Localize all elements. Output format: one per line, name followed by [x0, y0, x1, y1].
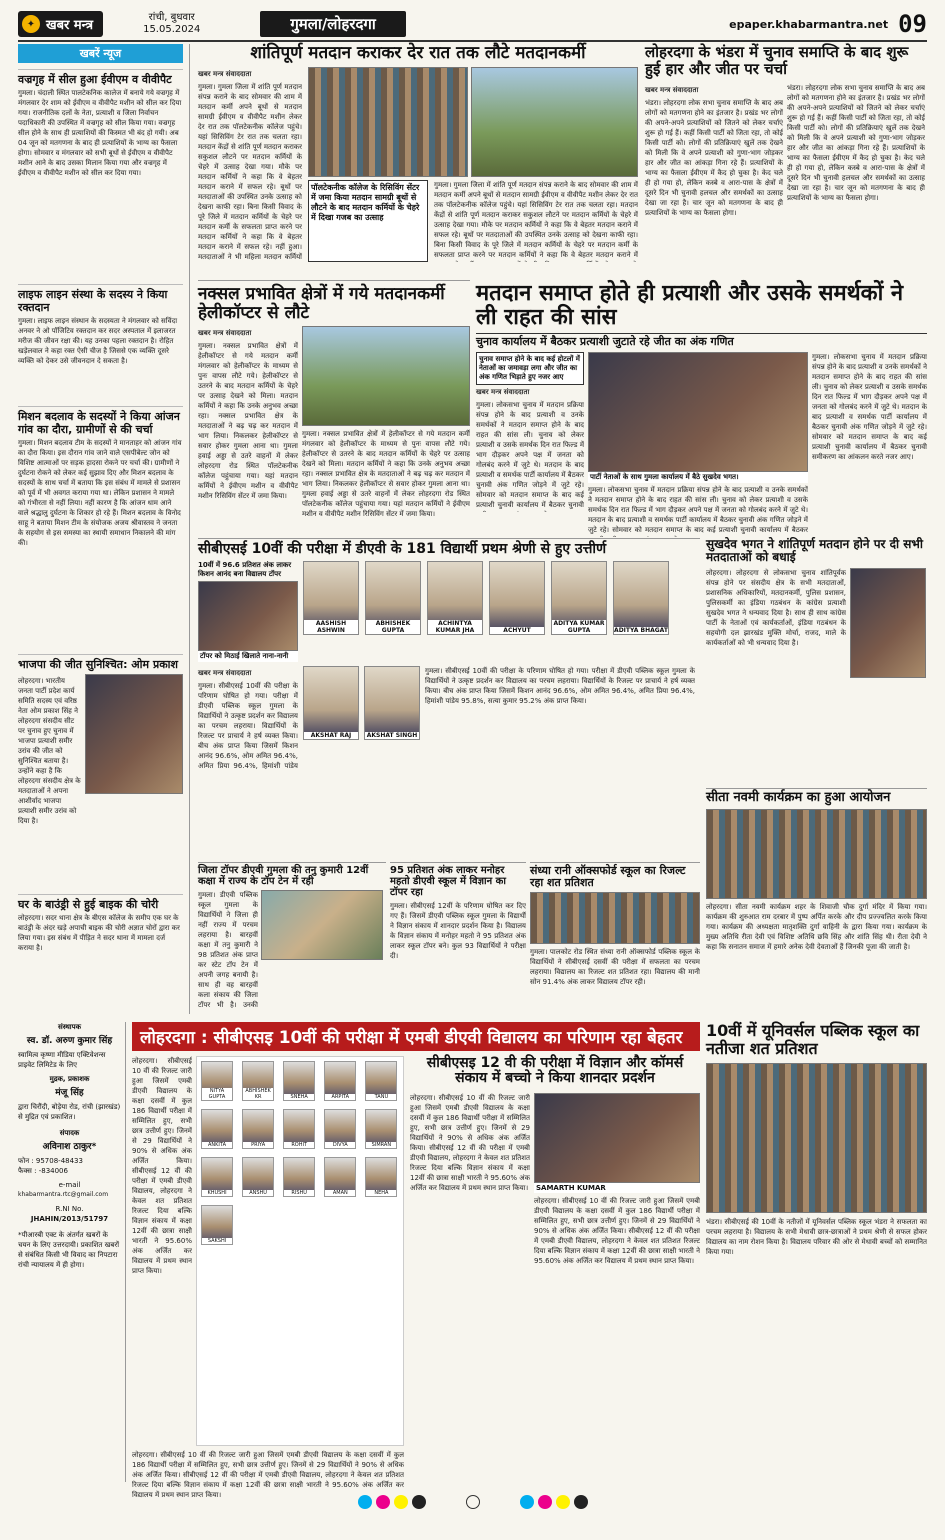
student-photo: PRIYA — [242, 1109, 274, 1149]
city-day: रांची, बुधवार — [148, 12, 195, 23]
article-sita-navami — [706, 788, 927, 1018]
section-tag: खबरें न्यूज — [18, 44, 183, 63]
article-tanu — [198, 862, 386, 1018]
epaper-url[interactable]: epaper.khabarmantra.net — [729, 17, 889, 31]
logo-text: खबर मन्त्र — [46, 18, 94, 33]
article-headline: सीबीएसई 10वीं की परीक्षा में डीएवी के 181 विद्यार्थी प्रथम श्रेणी से हुए उत्तीर्ण — [198, 541, 607, 557]
student-photo: DIVYA — [324, 1109, 356, 1149]
article-body: गुमला। लोकसभा चुनाव में मतदान प्रक्रिया संपन्न होने के बाद प्रत्याशी व उनके समर्थकों ने मतदान समाप्त होने के बाद राहत की सांस ली। चुनाव को लेकर प्रत्याशी व उसके समर्थक दिन रात फिल्ड में भाग दौड़कर अपने पक्ष में जनता को गोलबंद करने में जुटे थे। मतदान के बाद प्रत्याशी व समर्थक पार्टी कार्यालय में बैठकर चुनावी अंक गणित जोड़ने में जुटे रहे। सोमवार को मतदान समाप्त के बाद कई प्रत्याशी चुनावी कार्यालय में बैठकर चुनावी — [476, 401, 584, 510]
byline: खबर मन्त्र संवाददाता — [198, 329, 252, 338]
article-body-side: गुमला। लोकसभा चुनाव में मतदान प्रक्रिया संपन्न होने के बाद प्रत्याशी व उनके समर्थकों ने मतदान समाप्त होने के बाद राहत की सांस ली। चुनाव को लेकर प्रत्याशी व उसके समर्थक दिन रात फिल्ड में भाग दौड़कर अपने पक्ष में जनता को गोलबंद करने में जुटे थे। मतदान के बाद प्रत्याशी व समर्थक पार्टी कार्यालय में बैठकर चुनावी अंक गणित जोड़ने में जुटे रहे। सोमवार को मतदान समाप्त के बाद कई प्रत्याशी चुनावी कार्यालय में बैठकर चुनावी समीकरण का आंकलन करते नजर आए। — [812, 353, 927, 462]
imprint-box — [18, 1022, 126, 1482]
samarth-photo — [534, 1093, 700, 1183]
left-headline-1: वज्रगृह में सील हुआ ईवीएम व वीवीपैट — [18, 69, 183, 86]
student-photo: SNEHA — [283, 1061, 315, 1101]
student-photo: ACHYUT — [489, 561, 545, 635]
student-photo: ADITYA BHAGAT — [613, 561, 669, 635]
left-body-3: गुमला। मिशन बदलाव टीम के सदस्यों ने मानताहर को आंजन गांव का दौरा किया। इस दौरान गांव जाने वाले एसपीबेल्ट जोन को विशिष्ट आत्माओं पर सड़क हादसा रोकने पर चर्चा की। ग्रामीणों ने दुर्घटना रोकने को लेकर कई सुझाव दिए और मिशन बदलाव के सदस्यों के साथ चर्चा में बताया कि इस संबंध में मामले से प्रशासन को पूर्व में भी अवगत कराया गया था। लेकिन प्रशासन ने मामले को गंभीरता से नहीं लिया। नहीं कारण है कि आंजन धाम आने वाले श्रद्धालु दुर्घटना के शिकार हो रहे हैं। मिशन बदलाव के विनोद साहू ने बताया मिशन टीम के संयोजक अजय श्रीवास्तव ने जनता के सहयोग से इस समस्या का स्थायी समाधान निकालने की मांग की। — [18, 439, 182, 547]
student-photo: ROHIT — [283, 1109, 315, 1149]
article-sandhya-rani — [530, 862, 700, 1018]
imprint-text-1: स्वामित्व कृष्णा मीडिया एक्टिवेशन्स प्राइवेट लिमिटेड के लिए — [18, 1051, 106, 1069]
article-headline: जिला टॉपर डीएवी गुमला की तनु कुमारी 12वीं कक्षा में राज्य के टॉप टेन में रही — [198, 865, 369, 887]
color-bar — [358, 1495, 426, 1509]
editor-name: अविनाश ठाकुर* — [42, 1142, 97, 1152]
article-relief — [476, 282, 927, 534]
article-dav-cbse — [198, 538, 700, 858]
left-body-1: गुमला। चंदाली स्थित पालटेकनिक कालेज में बनाये गये वज्रगृह में मंगलवार देर शाम को ईवीएम व वीवीपैट मशीन को सील कर दिया गया। राजनीतिक दलों के नेता, प्रत्याशी व जिला निर्वाचन पदाधिकारी की उपस्थित में वज्रगृह को सील किया गया। वज्रगृह सील होने के साथ ही प्रत्याशियों की किस्मत भी बंद हो गयी। अब 04 जून को मतगणना के बाद ही प्रत्याशियों के भाग्य का फैसला होगा। सोमवार व मंगलवार को सभी बूथों से ईवीएम व वीवीपैट मशीन आने के बाद उसका मिलान किया गया और वज्रगृह में ईवीएम व वीवीपैट मशीन को सील कर दिया गया। — [18, 89, 182, 177]
founder-label: संस्थापक — [58, 1023, 81, 1031]
om-prakash-photo — [85, 674, 183, 794]
article-body: गुमला। पालकोट रोड स्थित संध्या रानी ऑक्सफोर्ड पब्लिक स्कूल के विद्यार्थियों ने सीबीएसई दसवीं की परीक्षा में सफलता का परचम लहराया। विद्यालय का रिजल्ट शत प्रतिशत रहा। विद्यालय की मानी सोन 91.4% अंक लाकर विद्यालय टॉपर रही। — [530, 948, 700, 987]
student-photo: ANSHU — [242, 1157, 274, 1197]
section-title: गुमला/लोहरदगा — [260, 11, 405, 37]
founder-name: स्व. डॉ. अरुण कुमार सिंह — [26, 1036, 113, 1046]
article-body: लोहरदगा। लोहरदगा से लोकसभा चुनाव शांतिपूर्वक संपन्न होने पर संसदीय क्षेत्र के सभी मतदाताओं, प्रशासनिक अधिकारियों, मतदानकर्मी, पुलिस प्रशासन, पुलिसकर्मी का इंडिया गठबंधन के कांग्रेस प्रत्याशी सुखदेव भगत ने धन्यवाद दिया है। साथ ही साथ कांग्रेस पार्टी के नेताओं एवं कार्यकर्ताओं, इंडिया गठबंधन के सहयोगी दल झारखंड मुक्ति मोर्चा, राजद, माले के कार्यकर्ताओं को भी धन्यवाद दिया है। — [706, 569, 846, 648]
student-photo: ACHINTYA KUMAR JHA — [427, 561, 483, 635]
student-grid — [303, 561, 698, 662]
byline: खबर मन्त्र संवाददाता — [645, 86, 699, 94]
article-body: गुमला। सीबीएसई 12वीं के परिणाम घोषित कर दिए गए हैं। जिसमें डीएवी पब्लिक स्कूल गुमला के विद्यार्थी ने विज्ञान संकाय में शानदार प्रदर्शन किया है। विद्यालय के विज्ञान संकाय में मनोहर महतो ने 95 प्रतिशत अंक लाकर स्कूल टॉपर बने। कुल 93 विद्यार्थियों ने परीक्षा दी। — [390, 902, 526, 960]
article-sukhdev — [706, 538, 927, 788]
article-body: भंडरा। लोहरदगा लोक सभा चुनाव समाप्ति के बाद अब लोगों को मतगणना होने का इंतजार है। प्रखंड भर लोगों की अपने-अपने प्रत्याशियों को जितने को लेकर चर्चाएं शुरू हो गई हैं। कहीं किसी पार्टी को जिता रहा, तो कोई किसी पार्टी को। लोगों की प्रतिक्रियाएं खुलें तक देखने को मिली कि वे अपने प्रत्याशी को गुणा-भाग जोड़कर हार और जीत का आंकड़ा गिना रहे हैं। प्रत्याशियों के भाग्य का फैसला ईवीएम में कैद हो चुका है। केद चले ही हो गया हो, लेकिन कस्बे व आरा-पास के क्षेत्रों में दूसरे दिन भी चुनावी हलचल और समर्थकों का उत्साह देखा जा रहा है। चार जून को मतगणना के बाद ही प्रत्याशियों के भाग्य का फैसला होगा। — [645, 99, 783, 217]
student-photo: ADITYA KUMAR GUPTA — [551, 561, 607, 635]
student-photo: ABHISHEK KR — [242, 1061, 274, 1101]
left-body-5: लोहरदगा। सदर थाना क्षेत्र के बीएस कॉलेज के समीप एक घर के बाउंड्री के अंदर खड़े अपाची बाइक की चोरी अज्ञात चोरों द्वारा कर लिया गया। इस संबंध में पीड़ित ने सदर थाना में मामला दर्ज कराया है। — [18, 914, 180, 952]
article-headline: 10वीं में यूनिवर्सल पब्लिक स्कूल का नतीजा शत प्रतिशत — [706, 1021, 920, 1058]
student-photo: NITYA GUPTA — [201, 1061, 233, 1101]
article-body: गुमला। डीएवी पब्लिक स्कूल गुमला के विद्यार्थियों ने जिला ही नहीं राज्य में परचम लहराया है। बारहवीं कक्षा में तनु कुमारी ने 98 प्रतिशत अंक प्राप्त कर स्टेट टॉप टेन में अपनी जगह बनायी है। साथ ही वह बारहवीं कला संकाय की जिला टॉपर भी है। उनकी — [198, 891, 258, 1009]
imprint-text-2: द्वारा चिरौंदी, बोड़ेया रोड, रांची (झारखंड) से मुद्रित एवं प्रकाशित। — [18, 1103, 121, 1121]
byline: खबर मन्त्र संवाददाता — [198, 669, 252, 678]
byline: खबर मन्त्र संवाददाता — [476, 388, 530, 397]
article-bhandra-discussion — [645, 44, 927, 274]
left-headline-5: घर के बाउंड्री से हुई बाइक की चोरी — [18, 894, 183, 911]
article-body: गुमला। गुमला जिला में शांति पूर्ण मतदान संपन्न कराने के बाद सोमवार की शाम में मतदान कर्मी अपने बूथों से मतदान सामग्री ईवीएम व वीवीपैट मशीन लेकर देर रात तक पॉलटेकनीक कॉलेज पहुंचे। यहां सिसिविंग टेर रात तक चलता रहा। मतदान केंद्रों से शांति पूर्ण मतदान कराकर सकुशल लौटने पर मतदान कर्मियों के चेहरे में उत्साह देखा गया। मौके पर मतदान कर्मियों ने कहा कि वे बेहतर मतदान कराने में सफल रहे। बूथों पर मतदाताओं की उपस्थित उनके उत्साह को देखना काफी रहा। बिना किसी विवाद के पूरे जिले में मतदान कर्मियों के चेहरे पर मतदान कर्मी के सफलता प्राप्त करने पर मतदान कर्मियों ने कहा कि वे बेहतर मतदान कराने में सफल रहे। नहीं हुआ। मतदाताओं ने भी महिला मतदान कर्मियों — [198, 82, 302, 261]
topper-photo — [198, 581, 298, 651]
article-body-cont: भंडरा। लोहरदगा लोक सभा चुनाव समाप्ति के बाद अब लोगों को मतगणना होने का इंतजार है। प्रखंड भर लोगों की अपने-अपने प्रत्याशियों को जितने को लेकर चर्चाएं शुरू हो गई हैं। कहीं किसी पार्टी को जिता रहा, तो कोई किसी पार्टी को। लोगों की प्रतिक्रियाएं खुलें तक देखने को मिली कि वे अपने प्रत्याशी को गुणा-भाग जोड़कर हार और जीत का आंकड़ा गिना रहे हैं। प्रत्याशियों के भाग्य का फैसला ईवीएम में कैद हो चुका है। केद चले ही हो गया हो, लेकिन कस्बे व आरा-पास के क्षेत्रों में दूसरे दिन भी चुनावी हलचल और समर्थकों का उत्साह देखा जा रहा है। चार जून को मतगणना के बाद ही प्रत्याशियों के भाग्य का फैसला होगा। — [787, 84, 925, 202]
byline: खबर मन्त्र संवाददाता — [198, 69, 252, 78]
article-body-cont: गुमला। नक्सल प्रभावित क्षेत्रों में हेलीकॉप्टर से गये मतदान कर्मी मंगलवार को हेलीकॉप्टर के माध्यम से पुनः वापस लौटे गये। हेलीकॉप्टर से उतरने के बाद मतदान कर्मियों के चेहरे पर उत्साह देखने को मिला। मतदान कर्मियों ने कहा कि उनके अनुभव अच्छा रहा। नक्सल प्रभावित क्षेत्र के मतदाताओं ने बढ़ चढ़ कर मतदान में भाग लिया। निकलकर हेलीकॉप्टर से सवार होकर गुमला आना था। गुमला हवाई अड्डा से उतरे वाहनों में लेकर लोहरदगा रोड स्थित पॉलटेकनीक कॉलेज पहुंचाया गया। यहां मतदान कर्मियों ने ईवीएम मशीन व वीवीपैट मशीन रिसिविंग सेंटर में जमा किया। — [302, 430, 470, 519]
date: 15.05.2024 — [143, 24, 201, 35]
article-subhead: सीबीएसइ 12 वी की परीक्षा में विज्ञान और कॉमर्स संकाय में बच्चो ने किया शानदार प्रदर्शन — [426, 1055, 684, 1087]
phone: फोन : 95708-48433 — [18, 1157, 83, 1165]
article-headline: संध्या रानी ऑक्सफोर्ड स्कूल का रिजल्ट रहा शत प्रतिशत — [530, 864, 686, 890]
article-headline: सीता नवमी कार्यक्रम का हुआ आयोजन — [706, 790, 891, 805]
left-headline-4: भाजपा की जीत सुनिश्चित: ओम प्रकाश — [18, 654, 183, 671]
article-body: लोहरदगा। सीबीएसई 10 वीं की रिजल्ट जारी हुआ जिसमें एमबी डीएवी विद्यालय के कक्षा दसवीं में कुल 186 विद्यार्थी परीक्षा में सम्मिलित हुए, सभी छात्र उत्तीर्ण हुए। जिनमें से 29 विद्यार्थियों ने 90% से अधिक अंक अर्जित किया। सीबीएसई 12 वीं की परीक्षा में एमबी डीएवी विद्यालय, लोहरदगा ने केवल शत प्रतिशत रिजल्ट दिया बल्कि विज्ञान संकाय में कक्षा 12वीं की छात्रा साक्षी भारती ने 95.60% अंक अर्जित कर विद्यालय में प्रथम स्थान प्राप्त किया। — [132, 1057, 192, 1275]
event-photo — [706, 809, 927, 899]
article-body-cont: गुमला। लोकसभा चुनाव में मतदान प्रक्रिया संपन्न होने के बाद प्रत्याशी व उनके समर्थकों ने मतदान समाप्त होने के बाद राहत की सांस ली। चुनाव को लेकर प्रत्याशी व उसके समर्थक दिन रात फिल्ड में भाग दौड़कर अपने पक्ष में जनता को गोलबंद करने में जुटे थे। मतदान के बाद प्रत्याशी व समर्थक पार्टी कार्यालय में बैठकर चुनावी अंक गणित जोड़ने में जुटे रहे। सोमवार को मतदान समाप्त के बाद कई प्रत्याशी चुनावी कार्यालय में बैठकर — [588, 486, 808, 535]
school-group-photo — [706, 1063, 927, 1213]
article-body-2: लोहरदगा। सीबीएसई 10 वीं की रिजल्ट जारी हुआ जिसमें एमबी डीएवी विद्यालय के कक्षा दसवीं में कुल 186 विद्यार्थी परीक्षा में सम्मिलित हुए, सभी छात्र उत्तीर्ण हुए। जिनमें से 29 विद्यार्थियों ने 90% से अधिक अंक अर्जित किया। सीबीएसई 12 वीं की परीक्षा में एमबी डीएवी विद्यालय, लोहरदगा ने केवल शत प्रतिशत रिजल्ट दिया बल्कि विज्ञान संकाय में कक्षा 12वीं की छात्रा साक्षी भारती ने 95.60% अंक अर्जित कर विद्यालय में प्रथम स्थान प्राप्त किया। — [410, 1093, 530, 1192]
print-marks — [0, 1487, 945, 1517]
editor-label: संपादक — [59, 1129, 80, 1137]
article-subhead: चुनाव कार्यालय में बैठकर प्रत्याशी जुटाते रहे जीत का अंक गणित — [476, 333, 927, 348]
article-mb-dav — [132, 1022, 700, 1499]
rni-label: R.NI No. — [55, 1205, 84, 1213]
article-headline: नक्सल प्रभावित क्षेत्रों में गये मतदानकर्मी हेलीकॉप्टर से लौटे — [198, 284, 445, 323]
left-body-4: लोहरदगा। भारतीय जनता पार्टी प्रदेश कार्य समिति सदस्य एवं वरिष्ठ नेता ओम प्रकाश सिंह ने लोहरदगा संसदीय सीट पर चुनाव हुए चुनाव में भाजपा प्रत्याशी समीर उरांव की जीत को सुनिश्चित बताया है। उन्होंने कहा है कि लोहरदगा संसदीय क्षेत्र के मतदाताओं ने अपना आशीर्वाद भाजपा प्रत्याशी समीर उरांव को दिया है। — [18, 677, 81, 825]
article-body-cont: लोहरदगा। सीबीएसई 10 वीं की रिजल्ट जारी हुआ जिसमें एमबी डीएवी विद्यालय के कक्षा दसवीं में कुल 186 विद्यार्थी परीक्षा में सम्मिलित हुए, सभी छात्र उत्तीर्ण हुए। जिनमें से 29 विद्यार्थियों ने 90% से अधिक अंक अर्जित किया। सीबीएसई 12 वीं की परीक्षा में एमबी डीएवी विद्यालय, लोहरदगा ने केवल शत प्रतिशत रिजल्ट दिया बल्कि विज्ञान संकाय में कक्षा 12वीं की छात्रा साक्षी भारती ने 95.60% अंक अर्जित कर विद्यालय में प्रथम स्थान प्राप्त किया। — [132, 1451, 404, 1499]
sukhdev-photo — [850, 568, 926, 678]
left-column — [18, 44, 190, 1014]
publisher-label: मुद्रक, प्रकाशक — [49, 1075, 90, 1083]
student-photo: AKSHAT SINGH — [364, 666, 420, 740]
student-collage — [196, 1056, 404, 1446]
article-body: गुमला। सीबीएसई 10वीं की परीक्षा के परिणाम घोषित हो गया। परीक्षा में डीएवी पब्लिक स्कूल गुमला के विद्यार्थियों ने उत्कृष्ट प्रदर्शन कर विद्यालय का परचम लहराया। विद्यार्थियों के रिजल्ट पर प्राचार्य ने हर्ष व्यक्त किया। बीच अंक प्राप्त किया जिसमें किशन आनंद 96.6%, ओम अमित 96.4%, अमित प्रिया 96.4%, हिमांशी पांडेय — [198, 682, 298, 771]
article-headline: लोहरदगा : सीबीएसइ 10वीं की परीक्षा में एमबी डीएवी विद्यालय का परिणाम रहा बेहतर — [132, 1022, 700, 1051]
student-photo: RISHU — [283, 1157, 315, 1197]
dateline — [143, 12, 200, 36]
article-body: गुमला। नक्सल प्रभावित क्षेत्रों में हेलीकॉप्टर से गये मतदान कर्मी मंगलवार को हेलीकॉप्टर के माध्यम से पुनः वापस लौटे गये। हेलीकॉप्टर से उतरने के बाद मतदान कर्मियों के चेहरे पर उत्साह देखने को मिला। मतदान कर्मियों ने कहा कि उनके अनुभव अच्छा रहा। नक्सल प्रभावित क्षेत्र के मतदाताओं ने बढ़ चढ़ कर मतदान में भाग लिया। निकलकर हेलीकॉप्टर से सवार होकर गुमला आना था। गुमला हवाई अड्डा से उतरे वाहनों में लेकर लोहरदगा रोड स्थित पॉलटेकनीक कॉलेज पहुंचाया गया। यहां मतदान कर्मियों ने ईवीएम मशीन व वीवीपैट मशीन रिसिविंग सेंटर में जमा किया। — [198, 342, 298, 501]
registration-mark-icon — [466, 1495, 480, 1509]
student-photo: TANU — [365, 1061, 397, 1101]
highlight-text: 10वीं में 96.6 प्रतिशत अंक लाकर किशन आनंद बना विद्यालय टॉपर — [198, 561, 292, 579]
article-body-cont: गुमला। सीबीएसई 10वीं की परीक्षा के परिणाम घोषित हो गया। परीक्षा में डीएवी पब्लिक स्कूल गुमला के विद्यार्थियों ने उत्कृष्ट प्रदर्शन कर विद्यालय का परचम लहराया। विद्यार्थियों के रिजल्ट पर प्राचार्य ने हर्ष व्यक्त किया। बीच अंक प्राप्त किया जिसमें किशन आनंद 96.6%, ओम अमित 96.4%, अमित प्रिया 96.4%, हिमांशी पांडेय 95.8%, सत्या कुमार 95.2% अंक प्राप्त किया। — [425, 667, 695, 706]
student-photo: ANKITA — [201, 1109, 233, 1149]
student-photo: KHUSHI — [201, 1157, 233, 1197]
page-number: 09 — [898, 10, 927, 38]
student-photo: SIMRAN — [365, 1109, 397, 1149]
photo-caption: टॉपर को मिठाई खिलाते नाना-नानी — [198, 651, 298, 662]
article-universal — [706, 1022, 927, 1482]
student-photo: AASHISH ASHWIN — [303, 561, 359, 635]
student-photo: NEHA — [365, 1157, 397, 1197]
logo-badge-icon: ✦ — [22, 15, 40, 33]
fax: फैक्स : -834006 — [18, 1167, 68, 1175]
rni-number: JHAHIN/2013/51797 — [30, 1215, 109, 1223]
felicitation-photo — [261, 890, 383, 960]
article-manohar — [390, 862, 526, 1018]
publisher-name: मंजू सिंह — [55, 1088, 84, 1098]
student-photo: AMAN — [324, 1157, 356, 1197]
student-photo: ARPITA — [324, 1061, 356, 1101]
article-headline: शांतिपूर्ण मतदान कराकर देर रात तक लौटे मतदानकर्मी — [250, 43, 586, 63]
left-headline-2: लाइफ लाइन संस्था के सदस्य ने किया रक्तदान — [18, 284, 183, 314]
student-photo: ABHISHEK GUPTA — [365, 561, 421, 635]
email-label: e-mail — [58, 1181, 81, 1189]
logo — [18, 11, 103, 37]
article-headline: सुखदेव भगत ने शांतिपूर्ण मतदान होने पर दी सभी मतदाताओं को बधाई — [706, 537, 923, 565]
meeting-photo — [588, 352, 808, 472]
article-headline: लोहरदगा के भंडरा में चुनाव समाप्ति के बाद शुरू हुई हार और जीत पर चर्चा — [645, 43, 909, 78]
article-body-3: लोहरदगा। सीबीएसई 10 वीं की रिजल्ट जारी हुआ जिसमें एमबी डीएवी विद्यालय के कक्षा दसवीं में कुल 186 विद्यार्थी परीक्षा में सम्मिलित हुए, सभी छात्र उत्तीर्ण हुए। जिनमें से 29 विद्यार्थियों ने 90% से अधिक अंक अर्जित किया। सीबीएसई 12 वीं की परीक्षा में एमबी डीएवी विद्यालय, लोहरदगा ने केवल शत प्रतिशत रिजल्ट दिया बल्कि विज्ञान संकाय में कक्षा 12वीं की छात्रा साक्षी भारती ने 95.60% अंक अर्जित कर विद्यालय में प्रथम स्थान प्राप्त किया। — [534, 1196, 700, 1265]
helicopter-photo — [302, 326, 470, 426]
school-photo — [530, 892, 700, 944]
color-bar — [520, 1495, 588, 1509]
student-photo: AKSHAT RAJ — [303, 666, 359, 740]
left-headline-3: मिशन बदलाव के सदस्यों ने किया आंजन गांव का दौरा, ग्रामीणों से की चर्चा — [18, 406, 183, 436]
left-body-4b — [18, 828, 183, 888]
email[interactable]: khabarmantra.rtc@gmail.com — [18, 1191, 109, 1198]
staff-crowd-photo — [471, 67, 638, 177]
highlight-box: चुनाव समाप्त होने के बाद कई होटलों में नेताओं का जमावड़ा लगा और जीत का अंक गणित भिड़ाते हुए नजर आए — [476, 352, 584, 385]
left-body-2: गुमला। लाइफ लाइन संस्थान के सदस्यता ने मंगलवार को सविंदा अनवर ने ओ पॉजिटिव रक्तदान कर सदर अस्पताल में इलाजरत मरीज की जीवन रक्षा की। यह उनका पहला रक्तदान है। रोहित खड़ेलवाल ने कहा रक्त ऐसी चीज है जिससे एक व्यक्ति दूसरे व्यक्ति को देकर उसे जीवनदान दे सकता है। — [18, 317, 178, 365]
counting-center-photo — [308, 67, 468, 177]
photo-caption: पार्टी नेताओं के साथ गुमला कार्यालय में बैठे सुखदेव भगत। — [588, 472, 808, 483]
article-body: भंडरा। सीबीएसई की 10वीं के नतीजों में यूनिवर्सल पब्लिक स्कूल भंडरा ने सफलता का परचम लहराया है। विद्यालय के सभी मेधावी छात्र-छात्राओं ने प्रथम श्रेणी से सफल होकर विद्यालय का नाम रोशन किया है। विद्यालय परिवार की ओर से मेधावी बच्चों को सम्मानित किया गया। — [706, 1218, 927, 1257]
photo-caption-box: पॉलटेकनीक कॉलेज के रिसिविंग सेंटर में जमा किया मतदान सामग्री बूथों से लौटने के बाद मतदान कर्मियों के चेहरे में दिखा गजब का उत्साह — [308, 180, 428, 262]
article-body: लोहरदगा। सीता नवमी कार्यक्रम शहर के शिवाजी चौक दुर्गा मंदिर में किया गया। कार्यक्रम की शुरुआत राम दरबार में पुष्प अर्पित करके और दीप प्रज्ज्वलित करके किया गया। कार्यक्रम की अध्यक्षता मातृशक्ति दुर्गा वाहिनी के द्वारा किया गया। कार्यक्रम के मुख्य अतिथि रीता देवी एवं विशिष्ट अतिथि छवि सिंह और शांति सिंह थी। रीता देवी ने कहा कि सनातन समाज में हमारे अनेक देवी देवताओं हैं जिनकी पूजा की जाती है। — [706, 903, 927, 952]
disclaimer: *पीआरबी एक्ट के अंतर्गत खबरों के चयन के लिए उत्तरदायी। प्रकाशित खबरों से संबंधित किसी भी विवाद का निपटारा रांची न्यायालय में ही होगा। — [18, 1231, 120, 1269]
article-helicopter — [198, 280, 470, 530]
article-headline: मतदान समाप्त होते ही प्रत्याशी और उसके समर्थकों ने ली राहत की सांस — [476, 281, 904, 331]
article-headline: 95 प्रतिशत अंक लाकर मनोहर महतो डीएवी स्कूल में विज्ञान का टॉपर रहा — [390, 865, 506, 898]
masthead — [18, 8, 927, 42]
student-photo: SAKSHI — [201, 1205, 233, 1245]
article-voting-staff — [198, 44, 638, 274]
article-body-cont: गुमला। गुमला जिला में शांति पूर्ण मतदान संपन्न कराने के बाद सोमवार की शाम में मतदान कर्मी अपने बूथों से मतदान सामग्री ईवीएम व वीवीपैट मशीन लेकर देर रात तक पॉलटेकनीक कॉलेज पहुंचे। यहां सिसिविंग टेर रात तक चलता रहा। मतदान केंद्रों से शांति पूर्ण मतदान कराकर सकुशल लौटने पर मतदान कर्मियों के चेहरे में उत्साह देखा गया। मौके पर मतदान कर्मियों ने कहा कि वे बेहतर मतदान कराने में सफल रहे। बूथों पर मतदाताओं की उपस्थित उनके उत्साह को देखना काफी रहा। बिना किसी विवाद के पूरे जिले में मतदान कर्मियों के चेहरे पर मतदान कर्मी के सफलता प्राप्त करने पर मतदान कर्मियों ने कहा कि वे बेहतर मतदान कराने में — [434, 180, 638, 259]
photo-caption: SAMARTH KUMAR — [534, 1183, 700, 1193]
